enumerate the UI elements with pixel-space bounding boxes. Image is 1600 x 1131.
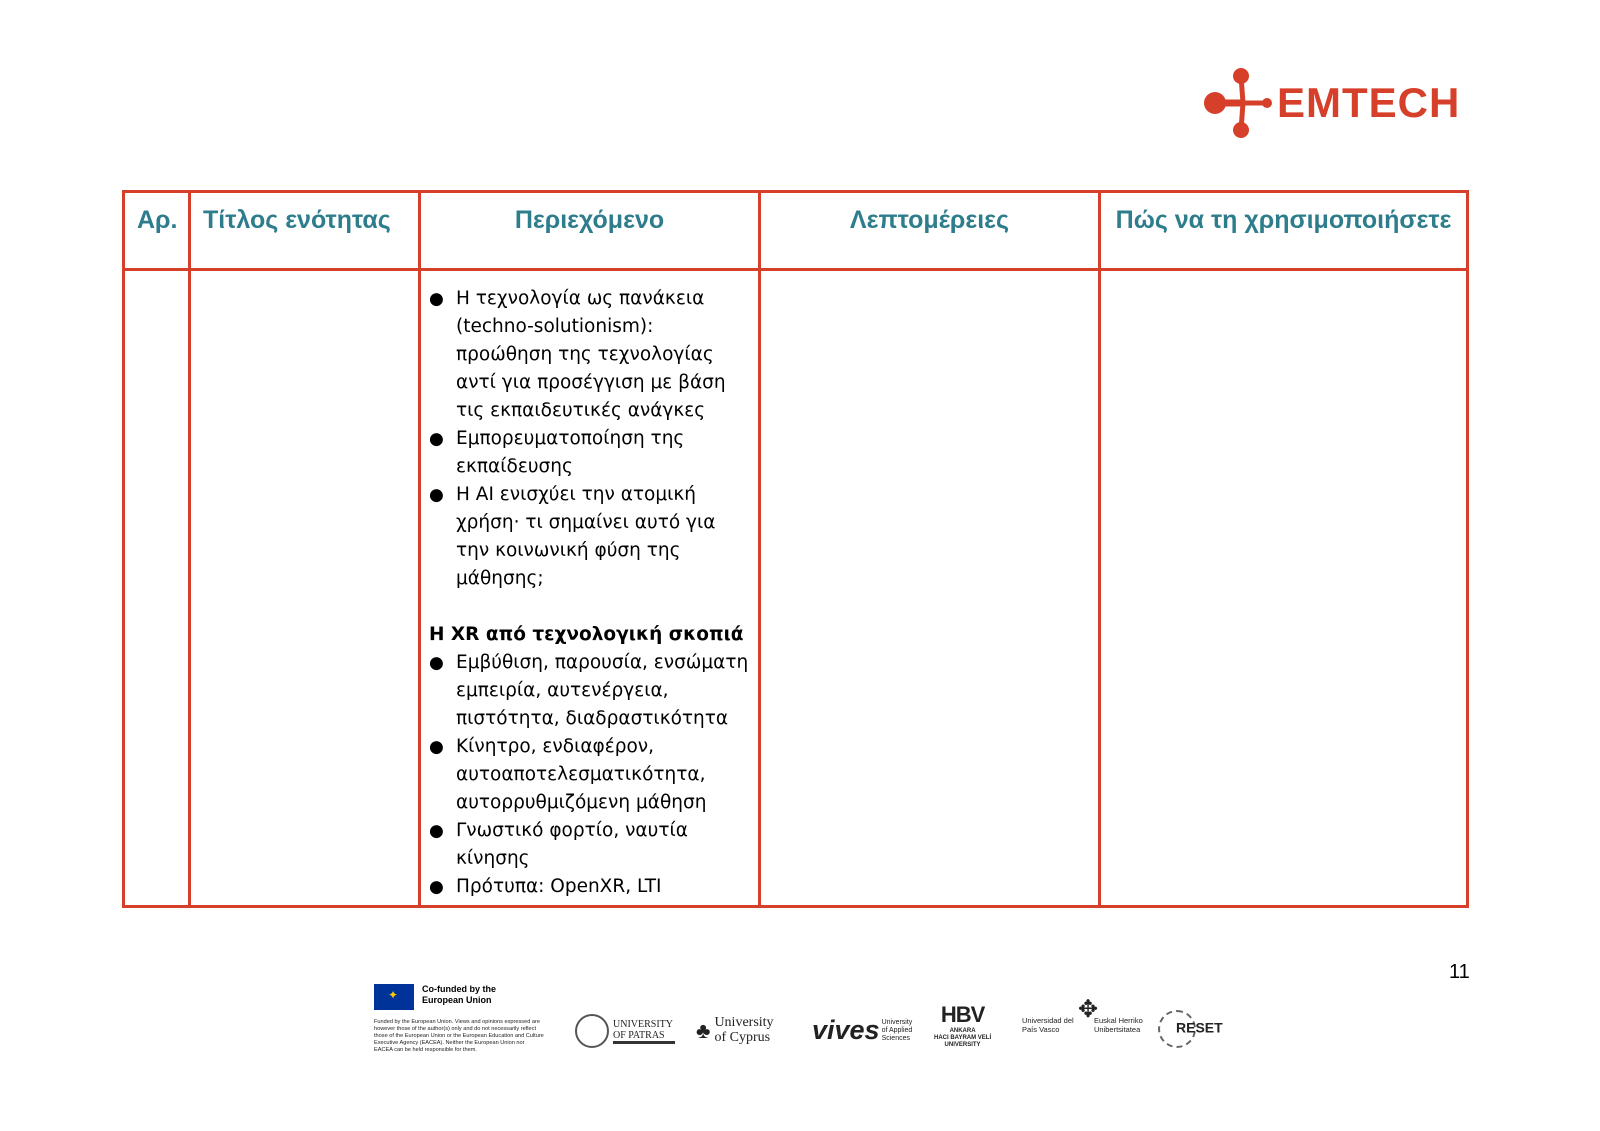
content-table — [122, 190, 1469, 908]
partner-vives-name: vives — [812, 1015, 880, 1045]
header-number: Αρ. — [124, 192, 190, 270]
partner-vives — [812, 1015, 916, 1046]
university-seal-icon — [575, 1014, 609, 1048]
header-title: Τίτλος ενότητας — [190, 192, 420, 270]
partner-hbv-sub2: HACI BAYRAM VELİ — [934, 1035, 992, 1041]
list-item: ● Γνωστικό φορτίο, ναυτία κίνησης — [429, 817, 752, 873]
molecule-icon — [1203, 66, 1273, 140]
list-item: ● Εμπορευματοποίηση της εκπαίδευσης — [429, 425, 752, 481]
partner-reset-name: RESET — [1176, 1019, 1223, 1036]
header-usage: Πώς να τη χρησιμοποιήσετε — [1100, 192, 1468, 270]
eu-flag-icon — [374, 984, 414, 1010]
partner-ehu-eu: Euskal Herriko Unibertsitatea — [1094, 1016, 1143, 1034]
cell-usage — [1100, 270, 1468, 907]
partner-patras-name: UNIVERSITY OF PATRAS — [613, 1019, 675, 1044]
ehu-emblem-icon: ✥ — [1077, 996, 1099, 1023]
list-item: ● Η τεχνολογία ως πανάκεια (techno-solutionism): προώθηση της τεχνολογίας αντί για προσέγγιση με βάση τις εκπαιδευτικές ανάγκες — [429, 285, 752, 425]
bullet-list-2 — [429, 649, 752, 901]
table-header-row — [124, 192, 1468, 270]
header-content: Περιεχόμενο — [420, 192, 760, 270]
tree-icon: ♣ — [696, 1017, 711, 1043]
partner-hbv-mark: HBV — [940, 1002, 985, 1027]
cell-details — [760, 270, 1100, 907]
footer-logos — [374, 984, 1224, 1074]
list-item: ● Πρότυπα: OpenXR, LTI — [429, 873, 752, 901]
eu-disclaimer: Funded by the European Union. Views and opinions expressed are however those of the author(s) only and do not necessarily reflect those of the European Union or the European Education and Culture Executive Agency (EACEA). Neither the European Union nor EACEA can be held responsible for them. — [374, 1019, 544, 1053]
partner-vives-sub: University of Applied Sciences — [881, 1018, 913, 1042]
cell-title — [190, 270, 420, 907]
partner-ehu-es: Universidad del País Vasco — [1022, 1016, 1074, 1034]
partner-patras — [575, 1014, 675, 1048]
eu-funding-block — [374, 984, 549, 1054]
bullet-list-1 — [429, 285, 752, 593]
partner-hbv-sub3: UNIVERSITY — [944, 1042, 981, 1048]
partner-cyprus — [696, 1015, 774, 1045]
emtech-logo — [1203, 66, 1460, 140]
eu-funded-label: Co-funded by the European Union — [422, 984, 496, 1005]
partner-cyprus-line2: of Cyprus — [714, 1030, 771, 1045]
cell-number — [124, 270, 190, 907]
partner-cyprus-line1: University — [714, 1015, 774, 1030]
list-item: ● Εμβύθιση, παρουσία, ενσώματη εμπειρία, αυτενέργεια, πιστότητα, διαδραστικότητα — [429, 649, 752, 733]
header-details: Λεπτομέρειες — [760, 192, 1100, 270]
logo-text: EMTECH — [1277, 79, 1461, 126]
page-number: 11 — [1449, 961, 1470, 983]
partner-hbv-sub1: ANKARA — [949, 1028, 976, 1034]
list-item: ● Η AI ενισχύει την ατομική χρήση· τι σημαίνει αυτό για την κοινωνική φύση της μάθησης; — [429, 481, 752, 593]
table-row — [124, 270, 1468, 907]
partner-reset — [1158, 1010, 1223, 1048]
list-item: ● Κίνητρο, ενδιαφέρον, αυτοαποτελεσματικότητα, αυτορρυθμιζόμενη μάθηση — [429, 733, 752, 817]
section-title: Η XR από τεχνολογική σκοπιά — [429, 624, 744, 645]
cell-content — [420, 270, 760, 907]
partner-ehu — [1022, 996, 1154, 1034]
partner-hbv — [934, 1002, 991, 1049]
